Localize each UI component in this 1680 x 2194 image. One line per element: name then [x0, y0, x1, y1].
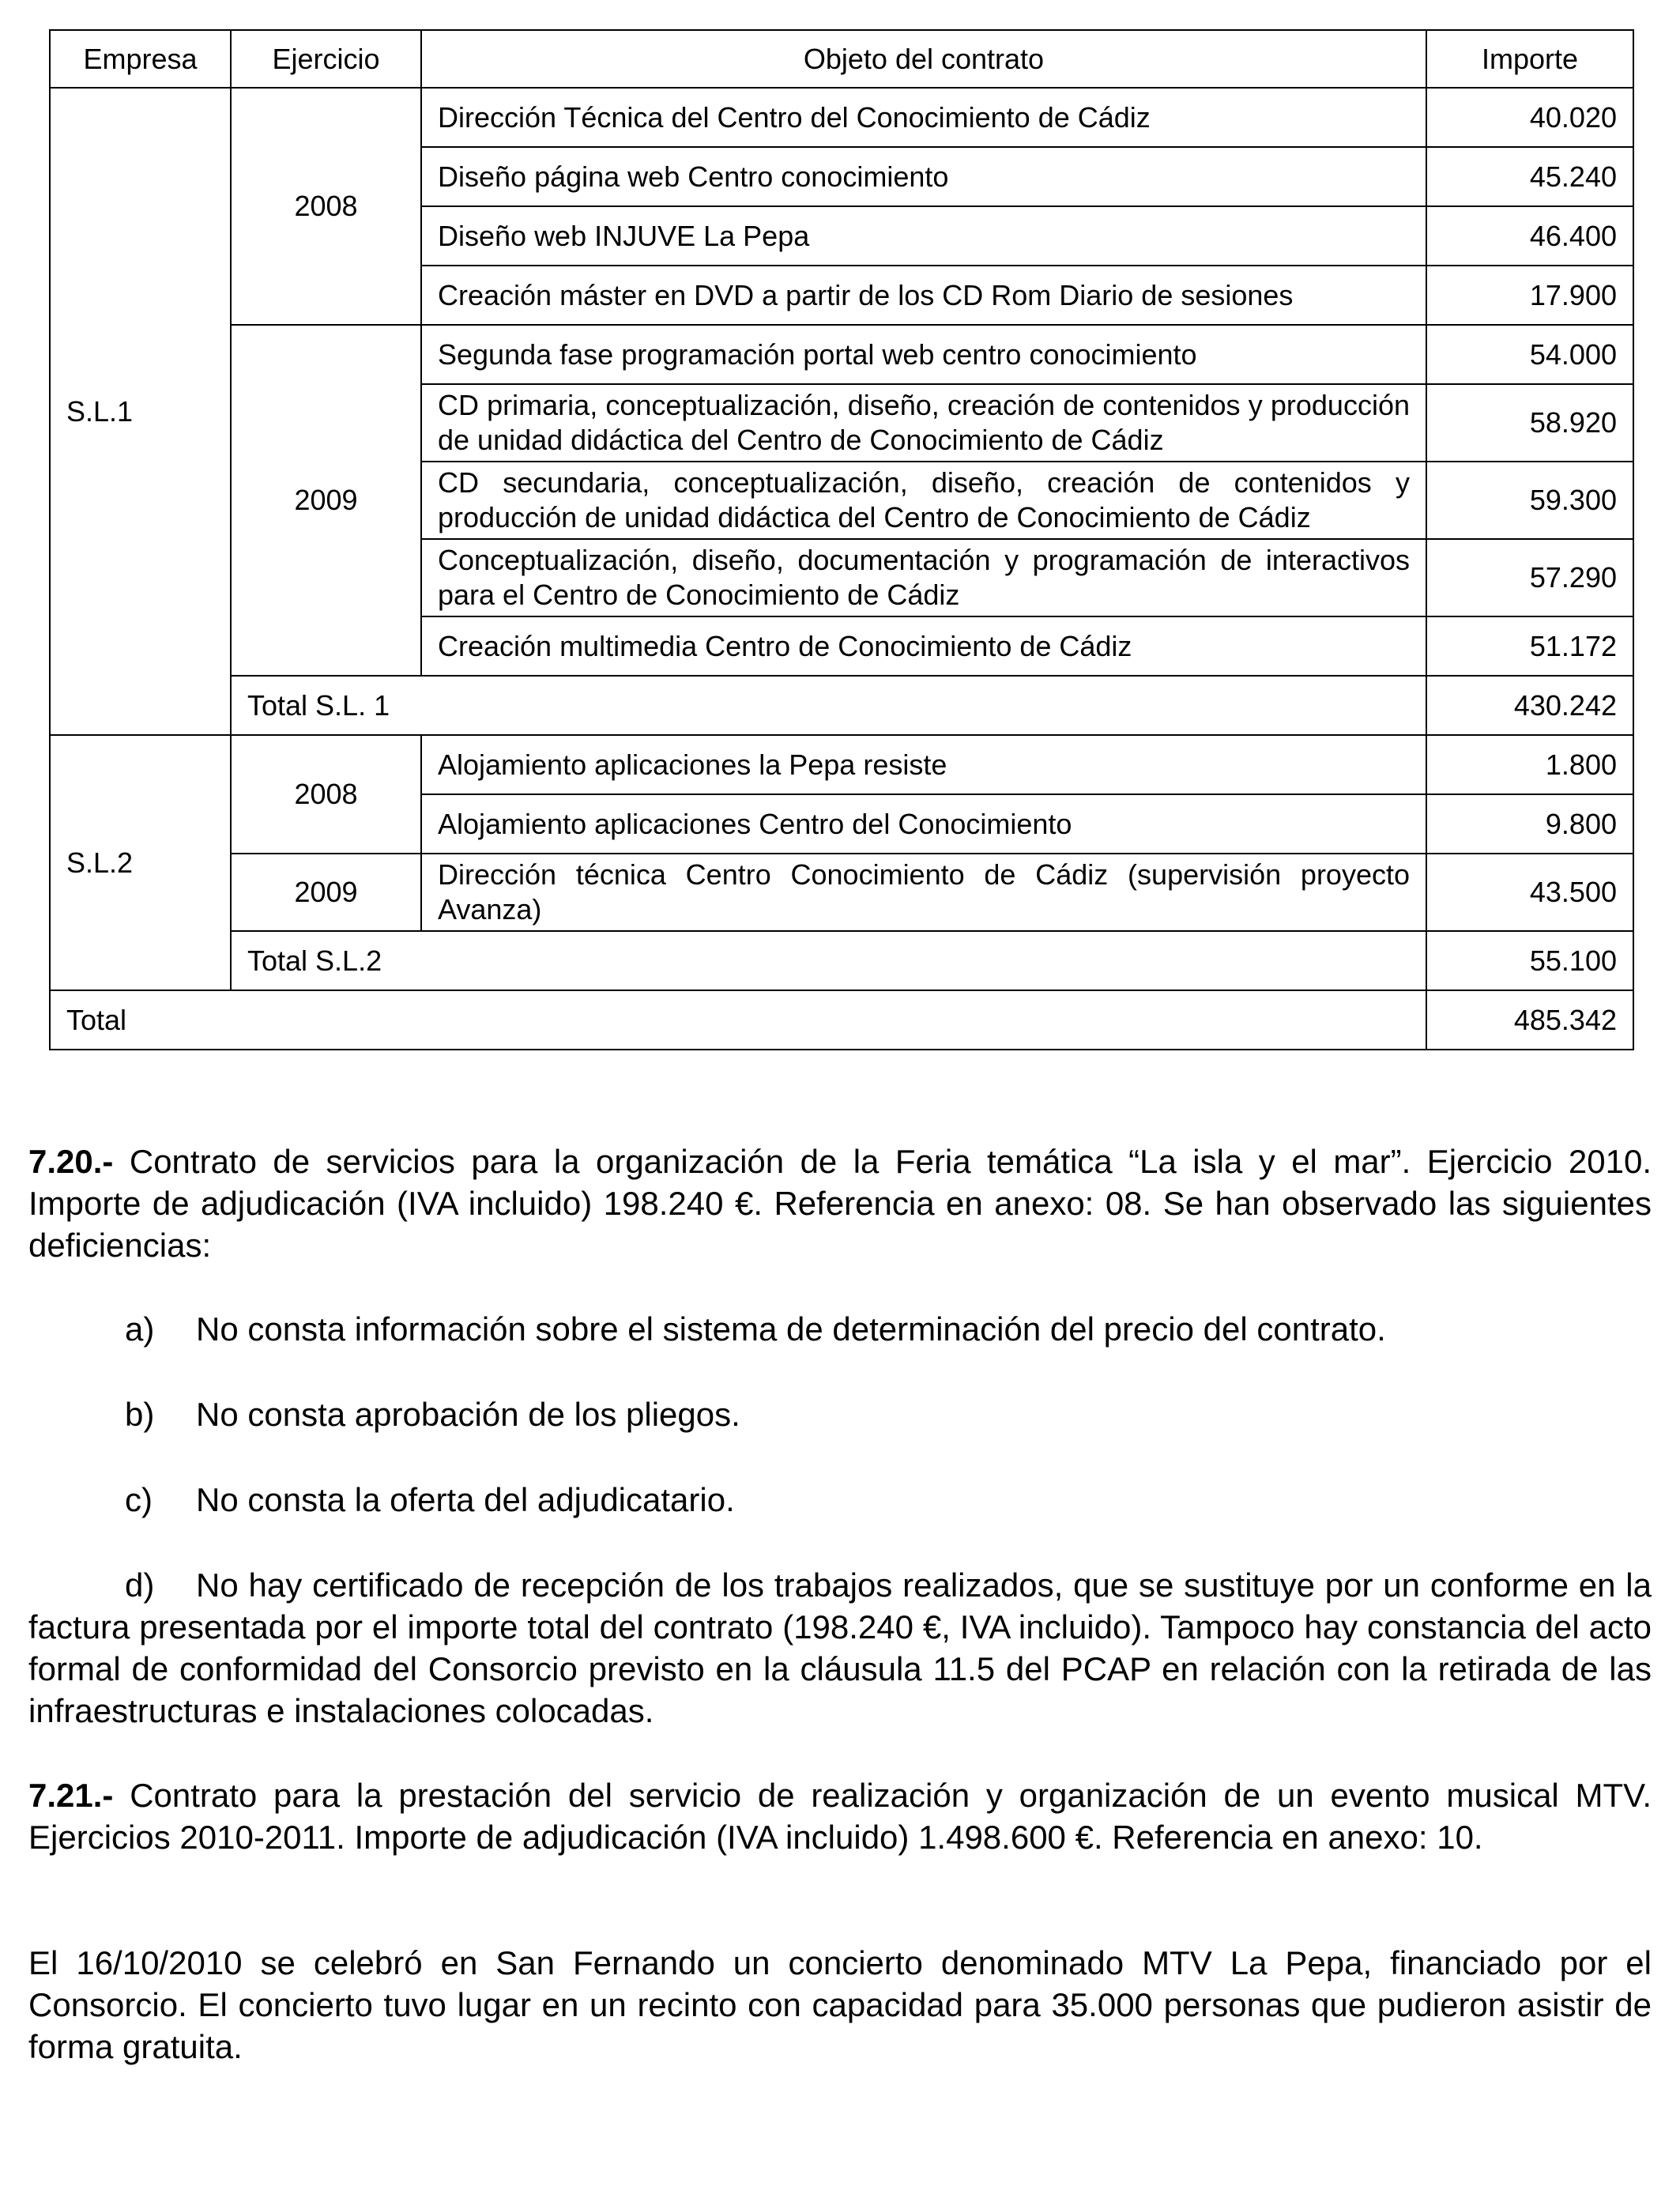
contract-object-cell: CD primaria, conceptualización, diseño, creación de contenidos y producción de unidad didáctica del Centro de Conocimiento de Cádiz — [421, 384, 1426, 462]
contract-object-cell: Dirección Técnica del Centro del Conocimiento de Cádiz — [421, 88, 1426, 147]
amount-cell: 58.920 — [1426, 384, 1633, 462]
table-row — [50, 735, 1633, 794]
list-item-text: No hay certificado de recepción de los trabajos realizados, que se sustituye por un conforme en la factura presentada por el importe total del contrato (198.240 €, IVA incluido). Tampoco hay constancia del acto formal de conformidad del Consorcio previsto en la cláusula 11.5 del PCAP en relación con la retirada de las infraestructuras e instalaciones colocadas. — [28, 1566, 1652, 1729]
contract-object-cell: Segunda fase programación portal web centro conocimiento — [421, 325, 1426, 384]
section-text: Contrato para la prestación del servicio de realización y organización de un evento musical MTV. Ejercicios 2010-2011. Importe de adjudicación (IVA incluido) 1.498.600 €. Referencia en anexo: 10. — [28, 1777, 1652, 1856]
contracts-table — [49, 29, 1634, 1050]
list-item — [28, 1564, 1652, 1732]
contract-object-cell: Diseño web INJUVE La Pepa — [421, 206, 1426, 266]
company-cell: S.L.2 — [50, 735, 231, 990]
year-cell: 2008 — [231, 735, 421, 854]
section-number: 7.21.- — [28, 1777, 114, 1814]
subtotal-label: Total S.L.2 — [231, 931, 1426, 990]
contract-object-cell: Alojamiento aplicaciones la Pepa resiste — [421, 735, 1426, 794]
section-721-paragraph — [28, 1774, 1652, 1858]
list-item-text: No consta información sobre el sistema de determinación del precio del contrato. — [196, 1310, 1386, 1348]
amount-cell: 9.800 — [1426, 794, 1633, 854]
contract-object-cell: Diseño página web Centro conocimiento — [421, 147, 1426, 206]
company-cell: S.L.1 — [50, 88, 231, 735]
list-marker: c) — [125, 1481, 153, 1518]
list-item — [125, 1308, 1626, 1350]
year-cell: 2009 — [231, 854, 421, 931]
amount-cell: 40.020 — [1426, 88, 1633, 147]
grand-total-label: Total — [50, 990, 1426, 1050]
table-row — [50, 325, 1633, 384]
grand-total-value: 485.342 — [1426, 990, 1633, 1050]
table-row — [50, 854, 1633, 931]
table-row — [50, 88, 1633, 147]
subtotal-value: 430.242 — [1426, 676, 1633, 735]
amount-cell: 46.400 — [1426, 206, 1633, 266]
contract-object-cell: Alojamiento aplicaciones Centro del Conocimiento — [421, 794, 1426, 854]
amount-cell: 59.300 — [1426, 462, 1633, 539]
list-marker: a) — [125, 1310, 155, 1348]
table-header-row — [50, 30, 1633, 88]
header-importe: Importe — [1426, 30, 1633, 88]
subtotal-value: 55.100 — [1426, 931, 1633, 990]
header-empresa: Empresa — [50, 30, 231, 88]
amount-cell: 54.000 — [1426, 325, 1633, 384]
subtotal-label: Total S.L. 1 — [231, 676, 1426, 735]
year-cell: 2008 — [231, 88, 421, 325]
contract-object-cell: Conceptualización, diseño, documentación y programación de interactivos para el Centro de Conocimiento de Cádiz — [421, 539, 1426, 616]
header-objeto: Objeto del contrato — [421, 30, 1426, 88]
header-ejercicio: Ejercicio — [231, 30, 421, 88]
grand-total-row — [50, 990, 1633, 1050]
subtotal-row — [50, 676, 1633, 735]
subtotal-row — [50, 931, 1633, 990]
amount-cell: 43.500 — [1426, 854, 1633, 931]
section-text: Contrato de servicios para la organización de la Feria temática “La isla y el mar”. Ejercicio 2010. Importe de adjudicación (IVA incluido) 198.240 €. Referencia en anexo: 08. Se han observado las siguientes deficiencias: — [28, 1143, 1652, 1264]
final-paragraph: El 16/10/2010 se celebró en San Fernando un concierto denominado MTV La Pepa, financiado por el Consorcio. El concierto tuvo lugar en un recinto con capacidad para 35.000 personas que pudieron asistir de forma gratuita. — [28, 1944, 1652, 2065]
list-item — [125, 1479, 1626, 1521]
contract-object-cell: Creación máster en DVD a partir de los CD Rom Diario de sesiones — [421, 266, 1426, 325]
amount-cell: 45.240 — [1426, 147, 1633, 206]
contract-object-cell: Creación multimedia Centro de Conocimiento de Cádiz — [421, 616, 1426, 676]
amount-cell: 1.800 — [1426, 735, 1633, 794]
contract-object-cell: CD secundaria, conceptualización, diseño, creación de contenidos y producción de unidad didáctica del Centro de Conocimiento de Cádiz — [421, 462, 1426, 539]
section-number: 7.20.- — [28, 1143, 114, 1180]
amount-cell: 17.900 — [1426, 266, 1633, 325]
amount-cell: 51.172 — [1426, 616, 1633, 676]
list-marker: d) — [125, 1566, 155, 1604]
amount-cell: 57.290 — [1426, 539, 1633, 616]
section-720-paragraph — [28, 1140, 1652, 1266]
contract-object-cell: Dirección técnica Centro Conocimiento de Cádiz (supervisión proyecto Avanza) — [421, 854, 1426, 931]
list-item-text: No consta aprobación de los pliegos. — [196, 1396, 740, 1433]
list-item — [125, 1393, 1626, 1435]
list-marker: b) — [125, 1396, 155, 1433]
year-cell: 2009 — [231, 325, 421, 676]
list-item-text: No consta la oferta del adjudicatario. — [196, 1481, 735, 1518]
